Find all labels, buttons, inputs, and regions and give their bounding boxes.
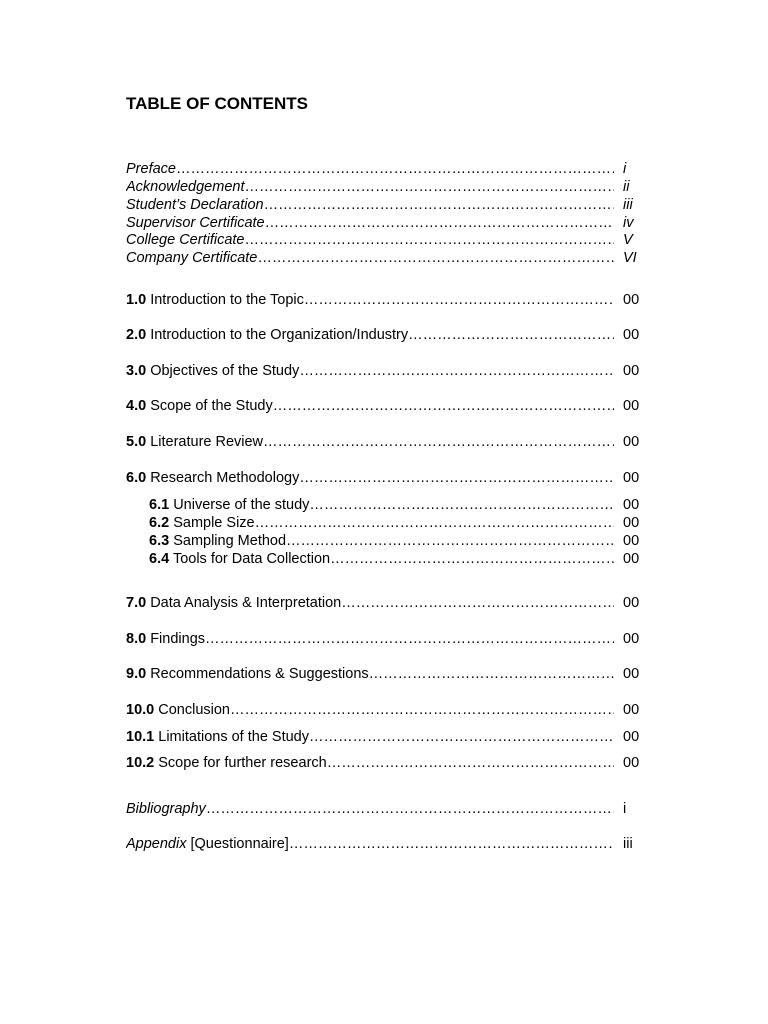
page-number: 00 xyxy=(623,702,640,718)
chapter-number: 10.2 xyxy=(126,755,155,771)
toc-entry-chapter[interactable] xyxy=(126,754,646,772)
toc-entry-acknowledgement[interactable] xyxy=(126,178,646,196)
toc-entry-chapter[interactable] xyxy=(126,630,646,648)
entry-label: Literature Review xyxy=(150,434,264,450)
entry-label: Conclusion xyxy=(158,702,231,718)
chapter-number: 1.0 xyxy=(126,292,147,308)
chapter-number: 10.0 xyxy=(126,702,155,718)
page-number: 00 xyxy=(623,398,640,414)
toc-entry-chapter[interactable] xyxy=(126,594,646,612)
page-number: 00 xyxy=(623,595,640,611)
entry-label: Objectives of the Study xyxy=(150,363,300,379)
entry-label: Universe of the study xyxy=(173,497,310,513)
entry-label: Appendix xyxy=(126,836,187,852)
toc-entry-subsection[interactable] xyxy=(149,496,646,514)
entry-label: Findings xyxy=(150,631,206,647)
entry-label: Recommendations & Suggestions xyxy=(150,666,369,682)
entry-label: Introduction to the Topic xyxy=(150,292,304,308)
toc-entry-chapter[interactable] xyxy=(126,397,646,415)
page-number: iv xyxy=(623,215,634,231)
entry-label: Scope of the Study xyxy=(150,398,273,414)
section-number: 6.3 xyxy=(149,533,170,549)
chapter-number: 8.0 xyxy=(126,631,147,647)
entry-label: Limitations of the Study xyxy=(158,729,309,745)
toc-entry-students-declaration[interactable] xyxy=(126,196,646,214)
page-title: TABLE OF CONTENTS xyxy=(126,94,308,113)
entry-label: Supervisor Certificate xyxy=(126,215,265,231)
page-number: 00 xyxy=(623,551,640,567)
toc-entry-chapter[interactable] xyxy=(126,291,646,309)
toc-entry-subsection[interactable] xyxy=(149,550,646,568)
page-number: V xyxy=(623,232,633,248)
toc-entry-appendix[interactable] xyxy=(126,835,646,853)
toc-entry-company-certificate[interactable] xyxy=(126,249,646,267)
toc-entry-chapter[interactable] xyxy=(126,362,646,380)
entry-label: Acknowledgement xyxy=(126,179,245,195)
toc-entry-college-certificate[interactable] xyxy=(126,231,646,249)
page-number: iii xyxy=(623,836,633,852)
entry-label: Sampling Method xyxy=(173,533,287,549)
chapter-number: 7.0 xyxy=(126,595,147,611)
entry-label-extra: [Questionnaire] xyxy=(190,836,289,852)
entry-label: Tools for Data Collection xyxy=(172,551,331,567)
page-number: 00 xyxy=(623,631,640,647)
toc-entry-supervisor-certificate[interactable] xyxy=(126,214,646,232)
toc-entry-chapter[interactable] xyxy=(126,665,646,683)
entry-label: Student’s Declaration xyxy=(126,197,264,213)
page-number: i xyxy=(623,161,627,177)
entry-label: Scope for further research xyxy=(158,755,327,771)
entry-label: Preface xyxy=(126,161,176,177)
entry-label: College Certificate xyxy=(126,232,245,248)
page-number: 00 xyxy=(623,363,640,379)
page-number: iii xyxy=(623,197,633,213)
page-number: 00 xyxy=(623,533,640,549)
page-number: 00 xyxy=(623,470,640,486)
entry-label: Bibliography xyxy=(126,801,206,817)
entry-label: Introduction to the Organization/Industry xyxy=(150,327,409,343)
page-number: 00 xyxy=(623,292,640,308)
entry-label: Company Certificate xyxy=(126,250,258,266)
toc-entry-bibliography[interactable] xyxy=(126,800,646,818)
toc-entry-subsection[interactable] xyxy=(149,514,646,532)
page-number: 00 xyxy=(623,327,640,343)
toc-entry-chapter[interactable] xyxy=(126,469,646,487)
chapter-number: 4.0 xyxy=(126,398,147,414)
chapter-number: 2.0 xyxy=(126,327,147,343)
chapter-number: 5.0 xyxy=(126,434,147,450)
page-number: ii xyxy=(623,179,630,195)
toc-entry-chapter[interactable] xyxy=(126,701,646,719)
chapter-number: 10.1 xyxy=(126,729,155,745)
chapter-number: 6.0 xyxy=(126,470,147,486)
page-number: 00 xyxy=(623,729,640,745)
entry-label: Research Methodology xyxy=(150,470,300,486)
chapter-number: 9.0 xyxy=(126,666,147,682)
page-number: 00 xyxy=(623,434,640,450)
section-number: 6.4 xyxy=(149,551,170,567)
toc-entry-chapter[interactable] xyxy=(126,326,646,344)
page-number: 00 xyxy=(623,666,640,682)
toc-entry-preface[interactable] xyxy=(126,160,646,178)
chapter-number: 3.0 xyxy=(126,363,147,379)
toc-entry-chapter[interactable] xyxy=(126,728,646,746)
section-number: 6.2 xyxy=(149,515,170,531)
page-number: 00 xyxy=(623,515,640,531)
page-number: 00 xyxy=(623,497,640,513)
page-number: i xyxy=(623,801,627,817)
entry-label: Data Analysis & Interpretation xyxy=(150,595,342,611)
page-number: 00 xyxy=(623,755,640,771)
toc-entry-chapter[interactable] xyxy=(126,433,646,451)
entry-label: Sample Size xyxy=(173,515,255,531)
page-number: VI xyxy=(623,250,637,266)
section-number: 6.1 xyxy=(149,497,170,513)
toc-entry-subsection[interactable] xyxy=(149,532,646,550)
